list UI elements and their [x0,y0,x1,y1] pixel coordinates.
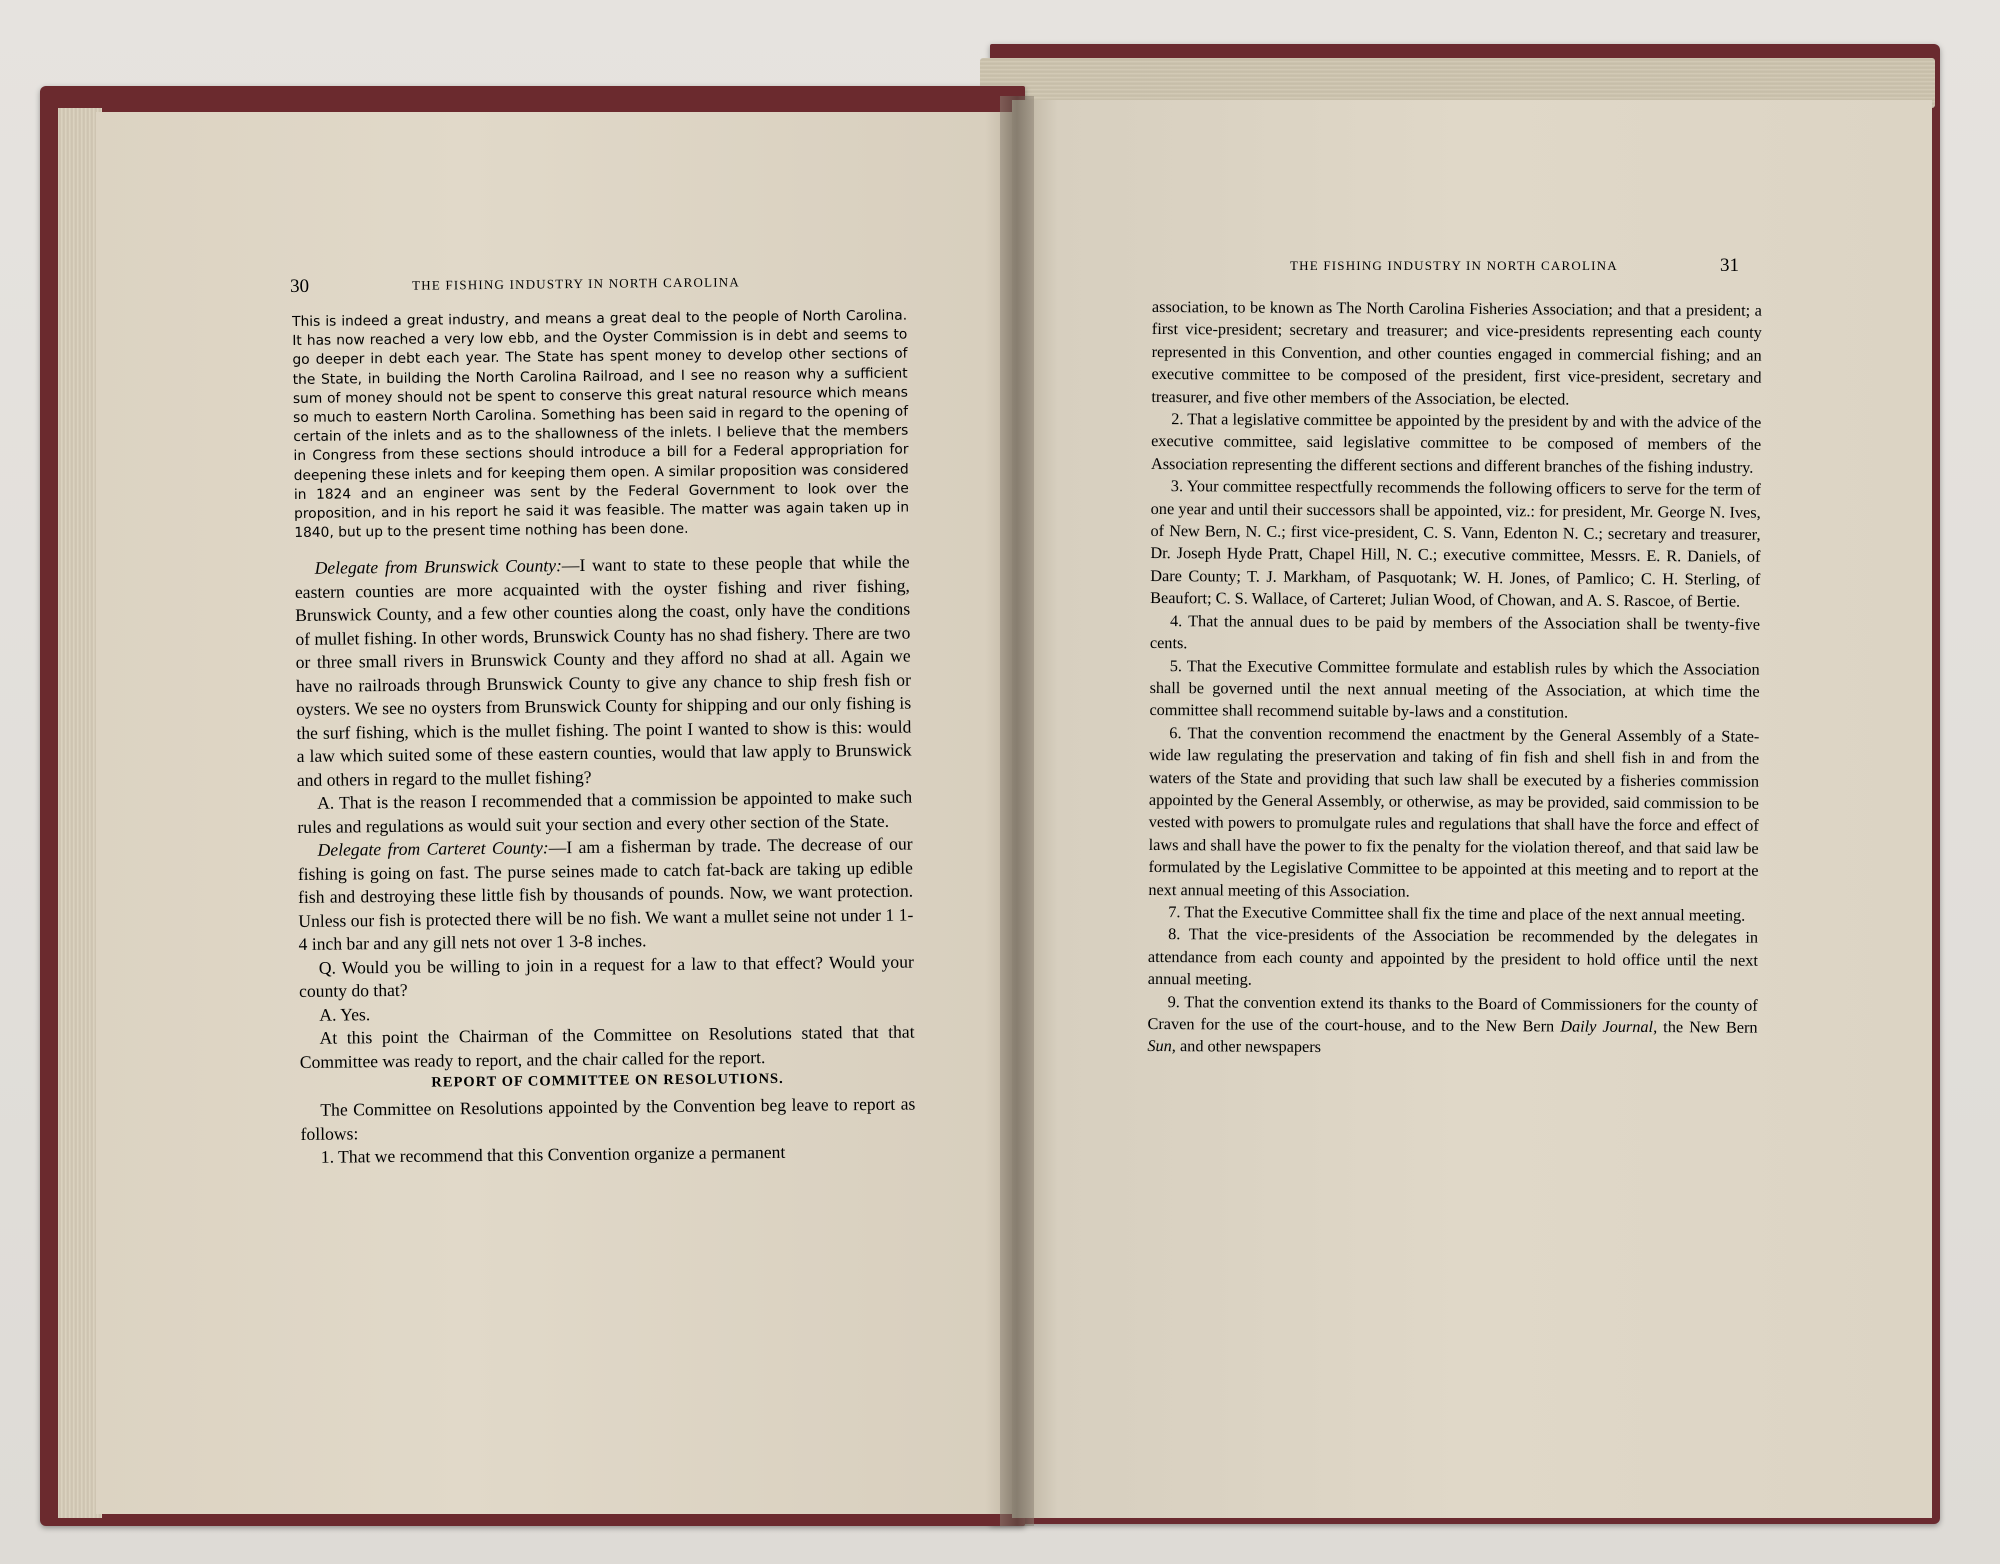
brunswick-paragraph [295,551,912,792]
carteret-paragraph [298,833,914,957]
report-item-9 [1147,991,1757,1062]
right-page-number: 31 [1720,255,1739,276]
right-text-column [1147,296,1762,1062]
report-item-8: 8. That the vice-presidents of the Association be recommended by the delegates in attendance from each county and appointed by the president to hold office until the next annual meeting. [1147,924,1759,989]
question-paragraph: Q. Would you be willing to join in a request for a law to that effect? Would your county do that? [298,951,914,1002]
brunswick-speaker: Delegate from Brunswick County: [314,555,562,579]
left-running-title: THE FISHING INDUSTRY IN NORTH CAROLINA [412,274,740,293]
chairman-paragraph: At this point the Chairman of the Committee on Resolutions stated that that Committee was ready to report, and the chair called for the report. [299,1021,915,1072]
report-item-5: 5. That the Executive Committee formulate and establish rules by which the Association shall be governed until the next annual meeting of the Association, at which time the committee shall recommend suitable by-laws and a constitution. [1149,655,1760,722]
book-gutter [1000,96,1034,1526]
opening-paragraph: This is indeed a great industry, and means a great deal to the people of North Carolina. It has now reached a very low ebb, and the Oyster Commission is in debt and seems to go deeper in debt each year. The State has spent money to develop other sections of the State, in building the North Carolina Railroad, and I see no reason why a sufficient sum of money should not be spent to conserve this great natural resource which means so much to eastern North Carolina. Something has been said in regard to the opening of certain of the inlets and as to the shallowness of the inlets. I believe that the members in Congress from these sections should introduce a bill for a Federal appropriation for deepening these inlets and for keeping them open. A similar proposition was considered in 1824 and an engineer was sent by the Federal Government to look over the proposition, and in his report he said it was feasible. The matter was again taken up in 1840, but up to the present time nothing has been done. [292,307,910,542]
answer-paragraph-1: A. That is the reason I recommended that a commission be appointed to make such rules and regulations as would suit your section and every other section of the State. [297,786,913,837]
brunswick-text: —I want to state to these people that while the eastern counties are more acquainted with the oyster fishing and river fishing, Brunswick County, and a few other counties along the coast, only have the conditions of mullet fishing. In other words, Brunswick County has no shad fishery. There are two or three small rivers in Brunswick County and they afford no shad at all. Again we have no railroads through Brunswick County to give any chance to ship fresh fish or oysters. We see no oysters from Brunswick County for shipping and our only fishing is the surf fishing, which is the mullet fishing. The point I wanted to show is this: would a law which suited some of these eastern counties, would that law apply to Brunswick and others in regard to the mullet fishing? [294,551,912,790]
report-item-4: 4. That the annual dues to be paid by members of the Association shall be twenty-five cents. [1149,610,1761,653]
sun-title: Sun, [1147,1036,1176,1056]
item-9-text-c: and other newspapers [1175,1036,1322,1057]
report-item-1-start: 1. That we recommend that this Convention organize a permanent [320,1142,786,1168]
right-running-title: THE FISHING INDUSTRY IN NORTH CAROLINA [1290,258,1618,273]
left-text-column [292,307,916,1170]
report-item-1-continued: association, to be known as The North Carolina Fisheries Association; and that a president; a first vice-president; secretary and treasurer; and vice-presidents representing each county represented in this Convention, and other counties engaged in commercial fishing; and an executive committee to be composed of the president, first vice-president, secretary and treasurer, and five other members of the Association, be elected. [1151,296,1762,409]
carteret-text: —I am a fisherman by trade. The decrease of our fishing is going on fast. The purse seines made to catch fat-back are taking up edible fish and destroying these little fish by thousands of pounds. Now, we want protection. Unless our fish is protected there will be no fish. We want a mullet seine not under 1 1-4 inch bar and any gill nets not over 1 3-8 inches. [297,833,914,955]
report-item-3: 3. Your committee respectfully recommends the following officers to serve for the term of one year and until their successors shall be appointed, viz.: for president, Mr. George N. Ives, of New Bern, N. C.; first vice-president, C. S. Vann, Edenton N. C.; secretary and treasurer, Dr. Joseph Hyde Pratt, Chapel Hill, N. C.; executive committee, Messrs. E. R. Daniels, of Dare County; T. J. Markham, of Pasquotank; W. H. Jones, of Pamlico; C. H. Sterling, of Beaufort; C. S. Wallace, of Carteret; Julian Wood, of Chowan, and A. S. Rascoe, of Bertie. [1150,476,1761,611]
item-9-text-a: 9. That the convention extend its thanks to the Board of Commissioners for the county of Craven for the use of the court-house, and to the New Bern [1147,991,1758,1036]
report-item-7: 7. That the Executive Committee shall fix the time and place of the next annual meeting. [1168,902,1746,925]
report-intro: The Committee on Resolutions appointed by the Convention beg leave to report as follows: [300,1093,916,1144]
report-item-6: 6. That the convention recommend the enactment by the General Assembly of a State-wide law regulating the preservation and taking of fin fish and shell fish in and from the waters of the State and providing that such law shall be executed by a fisheries commission appointed by the General Assembly, or otherwise, as may be provided, said commission to be vested with powers to promulgate rules and regulations that shall have the force and effect of laws and shall have the power to fix the penalty for the violation thereof, and that said law be formulated by the Legislative Committee to be appointed at this meeting and to report at the next annual meeting of this Association. [1148,722,1760,901]
left-page-number: 30 [289,275,310,298]
report-heading: REPORT OF COMMITTEE ON RESOLUTIONS. [431,1071,784,1092]
report-item-2: 2. That a legislative committee be appointed by the president by and with the advice of the executive committee, said legislative committee to be composed of members of the Association representing the different sections and different branches of the fishing industry. [1150,409,1762,477]
answer-paragraph-2: A. Yes. [319,1004,371,1025]
item-9-text-b: the New Bern [1657,1017,1758,1037]
carteret-speaker: Delegate from Carteret County: [317,837,549,861]
daily-journal-title: Daily Journal, [1560,1016,1658,1037]
